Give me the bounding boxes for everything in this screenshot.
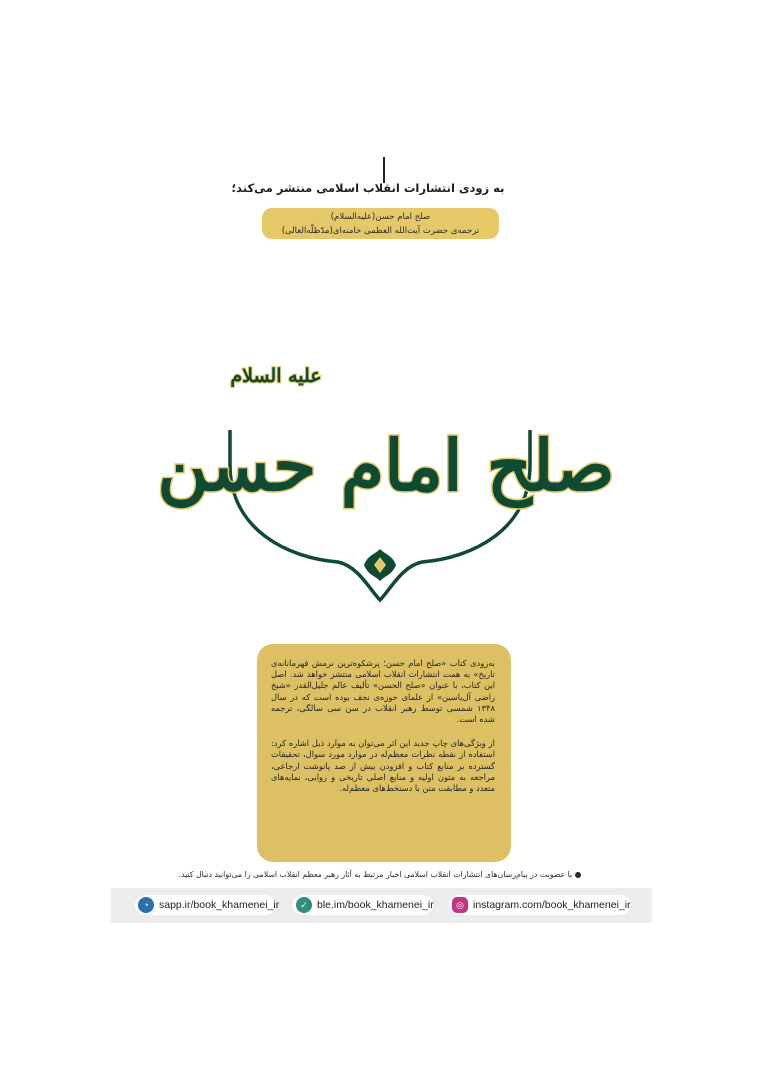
ornament-icon: [364, 549, 396, 581]
instagram-link-label: instagram.com/book_khamenei_ir: [473, 899, 631, 911]
description-paragraph-2: از ویژگی‌های چاپ جدید این اثر می‌توان به موارد ذیل اشاره کرد: استفاده از نقطه نظرات معظم‌له در موارد مورد سوال، تحقیقات گسترده بر منابع کتاب و افزودن بیش از صد پانوشت ارجاعی، مراجعه به متون اولیه و منابع اصلی تاریخی و روایی، نمایه‌های متعدد و مطابقت متن با دستخط‌های معظم‌له.: [271, 738, 495, 794]
book-title-line: صلح امام حسن(علیه‌السلام): [330, 212, 431, 222]
description-box: [257, 644, 511, 862]
calligraphy-honorific: علیه السلام: [230, 365, 322, 387]
cover-emblem: [157, 300, 615, 625]
bale-icon: ✓: [296, 897, 312, 913]
soroush-icon: ◔: [138, 897, 154, 913]
description-paragraph-1: به‌زودی کتاب «صلح امام حسن؛ پرشکوه‌ترین نرمش قهرمانانه‌ی تاریخ» به همت انتشارات انقلاب اسلامی منتشر خواهد شد. اصل این کتاب، با عنوان «صلح الحسن» تألیف عالم جلیل‌القدر «شیخ راضی آل‌یاسین» از علمای حوزه‌ی نجف بوده است که در سال ۱۳۴۸ شمسی توسط رهبر انقلاب در سن سی سالگی، ترجمه شده است.: [271, 658, 495, 725]
footer-note: ● با عضویت در پیام‌رسان‌های انتشارات انقلاب اسلامی اخبار مرتبط به آثار رهبر معظم انقلاب اسلامی را می‌توانید دنبال کنید.: [178, 870, 582, 879]
soroush-link-label: sapp.ir/book_khamenei_ir: [159, 899, 280, 911]
announcement-heading: به زودی انتشارات انقلاب اسلامی منتشر می‌کند؛: [231, 181, 505, 195]
bale-link[interactable]: [293, 895, 433, 915]
instagram-icon: ◎: [452, 897, 468, 913]
divider-line: [383, 157, 385, 183]
soroush-link[interactable]: [135, 895, 280, 915]
book-info-pill: [262, 208, 499, 239]
social-links-bar: [111, 888, 652, 923]
translator-line: ترجمه‌ی حضرت آیت‌الله العظمی خامنه‌ای(مدّظلّه‌العالی): [281, 226, 480, 236]
bale-link-label: ble.im/book_khamenei_ir: [317, 899, 434, 911]
calligraphy-main: صلح امام حسن: [157, 424, 615, 507]
instagram-link[interactable]: [449, 895, 631, 915]
